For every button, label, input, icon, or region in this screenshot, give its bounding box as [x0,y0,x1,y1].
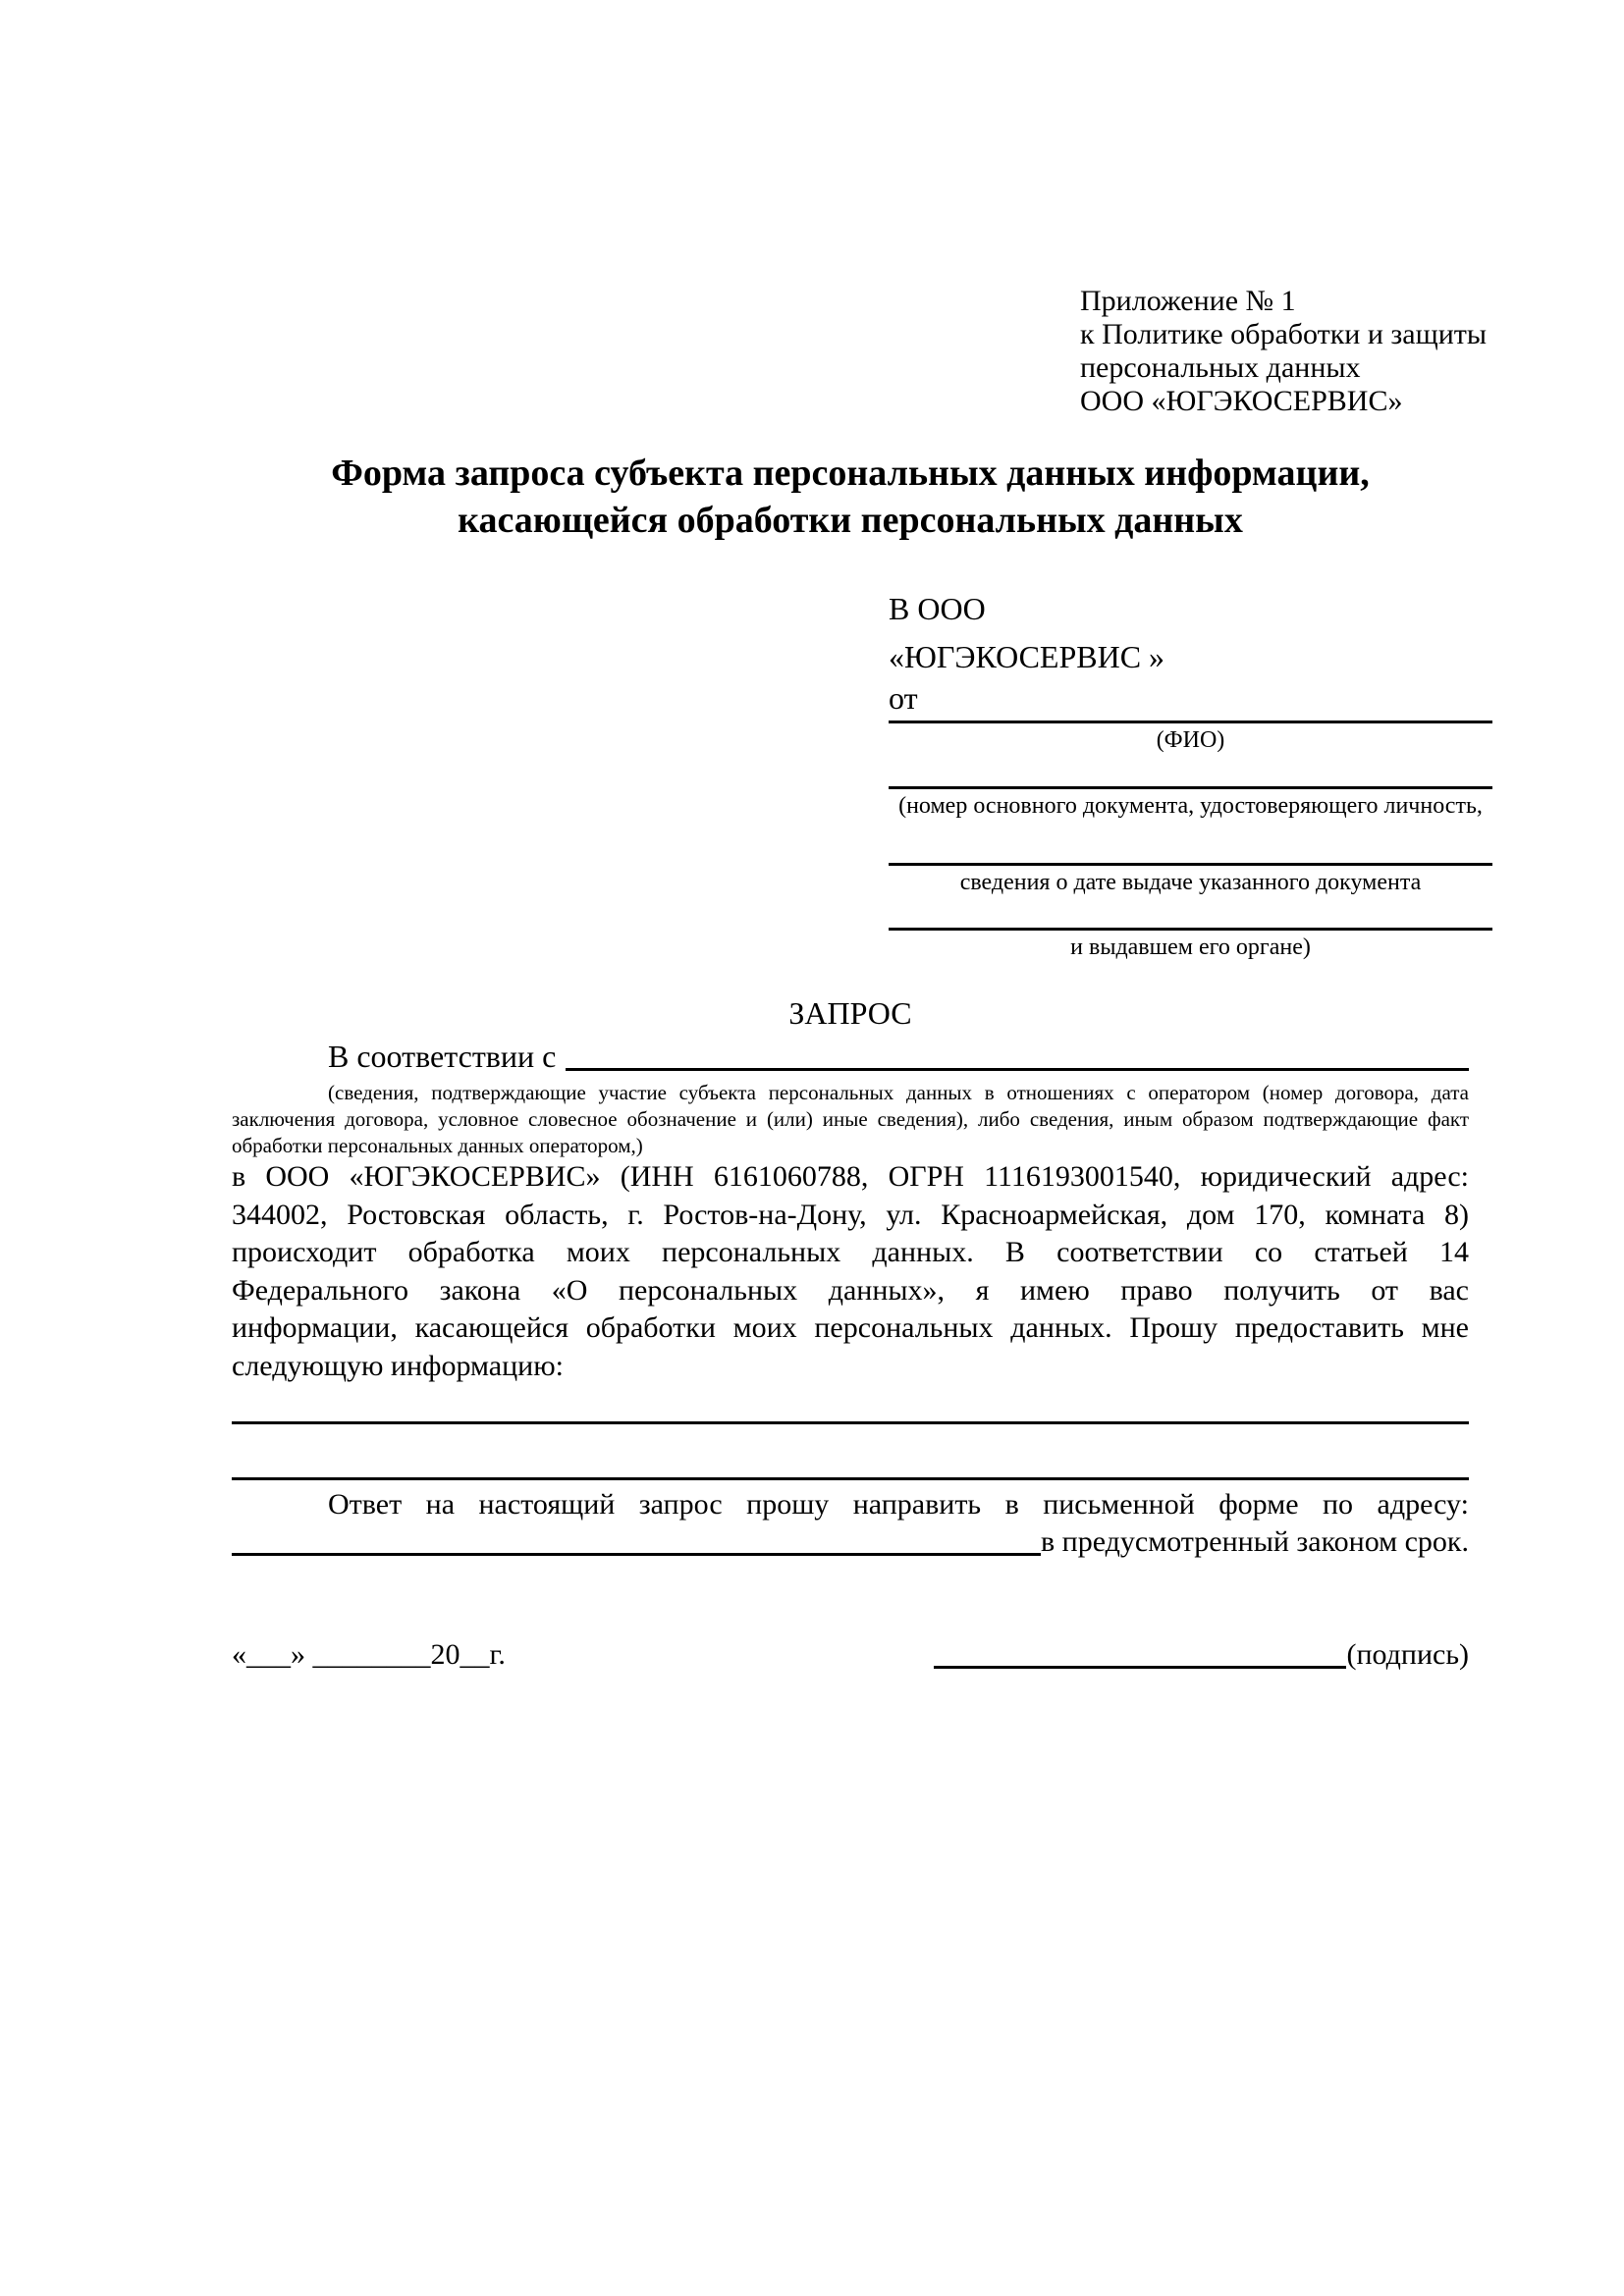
body-line: в ООО «ЮГЭКОСЕРВИС» (ИНН 6161060788, ОГРН 1116193001540, юридический адрес: [232,1160,1469,1193]
address-fill-line [232,1553,1041,1556]
blank-fill-line [232,1477,1469,1480]
request-heading: ЗАПРОС [788,995,912,1031]
document-title [232,450,1469,544]
document-title-line: Форма запроса субъекта персональных данных информации, [331,453,1370,494]
signature-block [934,1634,1469,1676]
appendix-header [1080,285,1522,418]
body-line: Федерального закона «О персональных данных», я имею право получить от вас [232,1273,1469,1307]
intro-label: В соответствии с [328,1039,557,1074]
field-caption-issue-date: сведения о дате выдаче указанного документа [959,870,1422,895]
reply-sentence: Ответ на настоящий запрос прошу направить в письменной форме по адресу: [328,1488,1469,1521]
appendix-header-line: персональных данных [1080,351,1361,384]
reply-paragraph [232,1486,1469,1561]
body-line: 344002, Ростовская область, г. Ростов-на-Дону, ул. Красноармейская, дом 170, комната 8) [232,1198,1469,1231]
fine-print-line: (сведения, подтверждающие участие субъекта персональных данных в отношениях с оператором (номер договора, дата [328,1081,1469,1104]
body-line: происходит обработка моих персональных данных. В соответствии со статьей 14 [232,1236,1469,1268]
information-fill-lines [232,1421,1469,1480]
document-title-line: касающейся обработки персональных данных [458,500,1243,541]
field-caption-document-number: (номер основного документа, удостоверяющего личность, [898,793,1483,819]
appendix-header-line: Приложение № 1 [1080,285,1296,317]
signature-caption: (подпись) [1346,1638,1469,1671]
intro-row [232,1037,1469,1076]
issuing-authority-fill-line [889,928,1492,931]
field-caption-issuing-authority: и выдавшем его органе) [1070,934,1311,960]
body-line: информации, касающейся обработки моих персональных данных. Прошу предоставить мне [232,1311,1469,1344]
fine-print [232,1080,1469,1159]
appendix-header-line: ООО «ЮГЭКОСЕРВИС» [1080,385,1403,417]
fine-print-line: обработки персональных данных оператором,) [232,1134,643,1157]
fine-print-line: заключения договора, условное словесное обозначение и (или) иные сведения), либо сведения, иным образом подтверждающие факт [232,1107,1469,1131]
issue-date-fill-line [889,863,1492,866]
recipient-from-label: от [889,680,918,716]
field-caption-fio: (ФИО) [1156,727,1225,753]
fio-fill-line [889,721,1492,723]
date-signature-row [232,1634,1469,1676]
reply-address-row [232,1523,1469,1561]
appendix-header-line: к Политике обработки и защиты [1080,318,1488,350]
recipient-line: «ЮГЭКОСЕРВИС » [889,639,1165,674]
signature-fill-line [934,1666,1346,1669]
reply-suffix: в предусмотренный законом срок. [1041,1525,1469,1558]
document-number-fill-line [889,786,1492,789]
request-body [232,1158,1469,1385]
body-line: следующую информацию: [232,1349,564,1382]
recipient-block [889,585,1492,961]
recipient-line: В ООО [889,591,986,626]
date-placeholder: «___» ________20__г. [232,1638,506,1671]
blank-fill-line [232,1421,1469,1424]
intro-fill-line [566,1068,1469,1071]
